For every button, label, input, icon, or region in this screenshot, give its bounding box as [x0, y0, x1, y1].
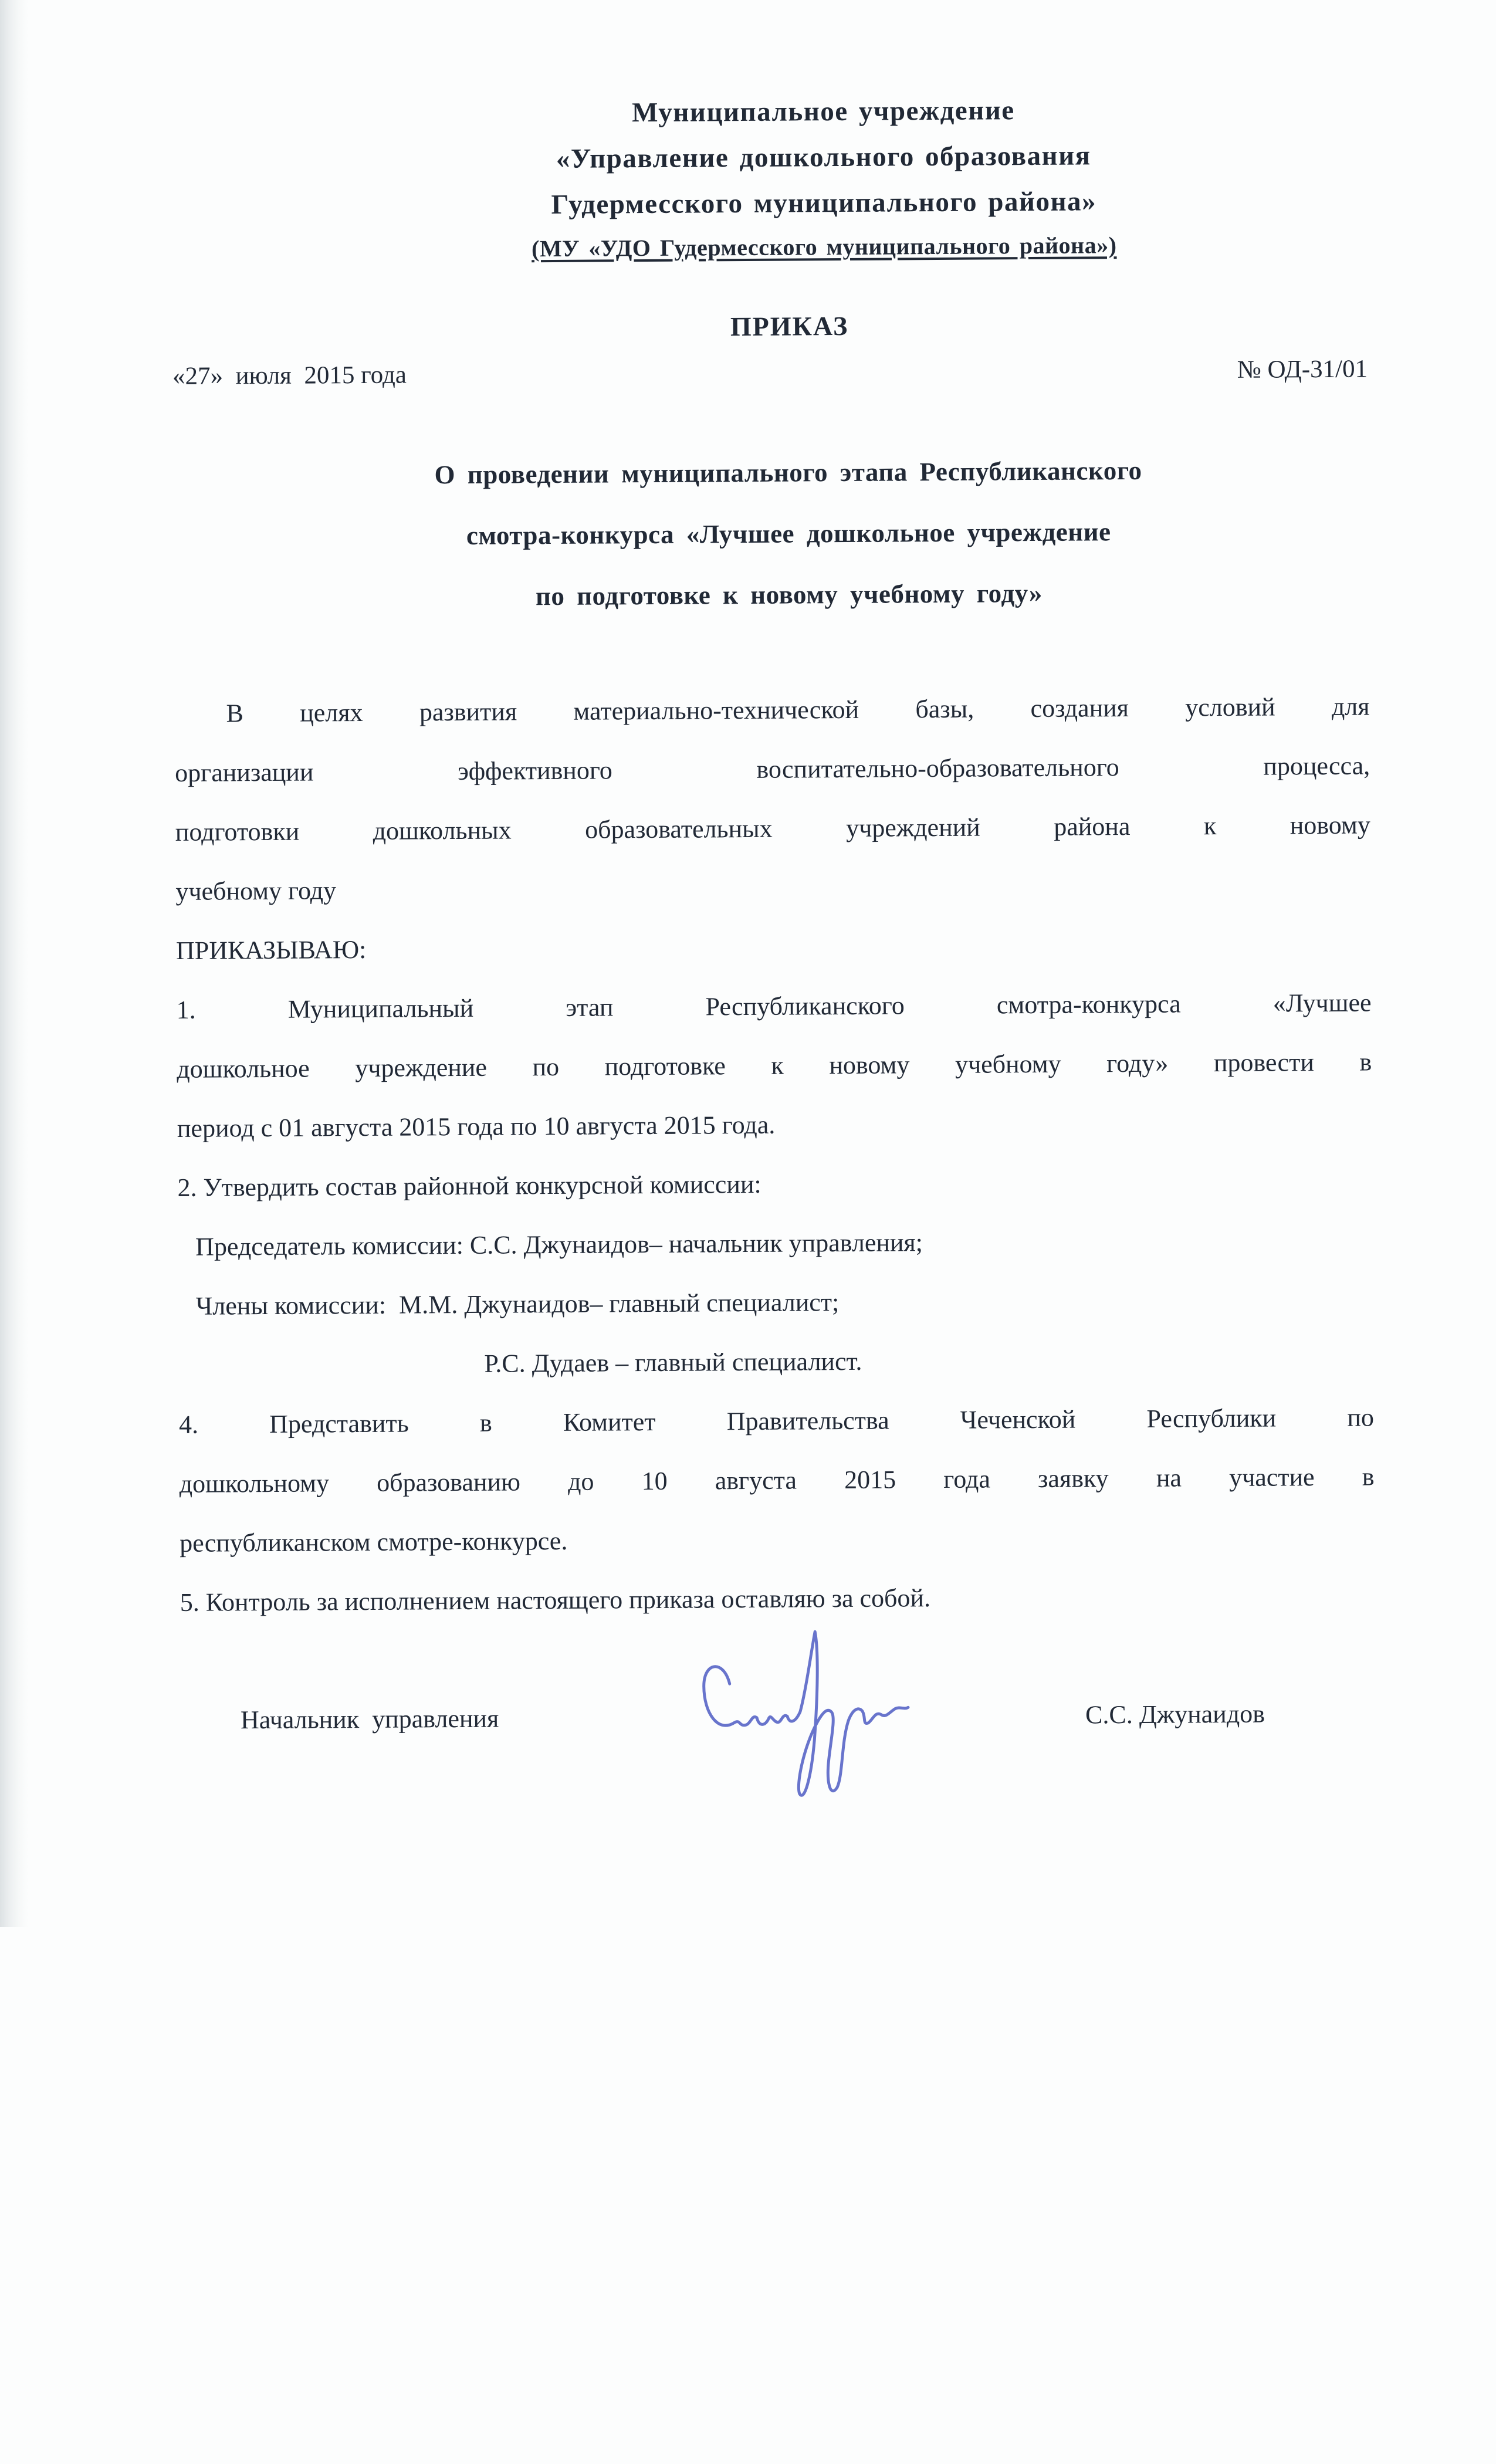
item-2: 2. Утвердить состав районной конкурсной комиссии:	[177, 1169, 761, 1202]
item-5: 5. Контроль за исполнением настоящего приказа оставляю за собой.	[180, 1583, 931, 1617]
subject-line-2: смотра-конкурса «Лучшее дошкольное учреждение	[466, 517, 1111, 550]
item-4-line: республиканском смотре-конкурсе.	[180, 1526, 568, 1558]
commission-member-2: Р.С. Дудаев – главный специалист.	[484, 1346, 862, 1378]
command-word: ПРИКАЗЫВАЮ:	[175, 935, 367, 965]
intro-line: учебному году	[175, 876, 337, 906]
order-body	[174, 677, 1375, 1632]
intro-line: В целях развития материально-технической базы, создания условий для	[226, 692, 1370, 728]
intro-line: подготовки дошкольных образовательных учреждений района к новому	[175, 810, 1370, 847]
signature-block	[3, 1683, 1496, 1886]
order-subject	[173, 438, 1404, 629]
intro-line: организации эффективного воспитательно-образовательного процесса,	[175, 751, 1370, 787]
institution-abbreviation: (МУ «УДО Гудермесского муниципального района»)	[531, 232, 1117, 262]
signature-stroke	[703, 1631, 909, 1796]
subject-line-1: О проведении муниципального этапа Республиканского	[434, 455, 1142, 490]
letterhead	[157, 84, 1490, 272]
commission-member-1: Члены комиссии: М.М. Джунаидов– главный специалист;	[195, 1288, 840, 1321]
signer-name: С.С. Джунаидов	[1085, 1699, 1265, 1729]
signature-icon	[692, 1624, 916, 1819]
subject-line-3: по подготовке к новому учебному году»	[535, 578, 1043, 611]
date-number-row	[172, 352, 1368, 394]
item-4-line: дошкольному образованию до 10 августа 2015 года заявку на участие в	[179, 1462, 1375, 1498]
institution-name-line-1: Муниципальное учреждение	[631, 95, 1015, 128]
document-title: ПРИКАЗ	[730, 310, 849, 342]
commission-chairman: Председатель комиссии: С.С. Джунаидов– начальник управления;	[195, 1228, 923, 1261]
order-date: «27» июля 2015 года	[172, 361, 407, 390]
institution-name-line-2: «Управление дошкольного образования	[556, 140, 1091, 174]
signer-position: Начальник управления	[240, 1704, 499, 1735]
institution-name-line-3: Гудермесского муниципального района»	[551, 186, 1097, 221]
item-1-line: период с 01 августа 2015 года по 10 августа 2015 года.	[177, 1110, 776, 1143]
item-1-line: дошкольное учреждение по подготовке к новому учебному году» провести в	[177, 1047, 1372, 1084]
item-1-line: 1. Муниципальный этап Республиканского смотра-конкурса «Лучшее	[176, 988, 1372, 1024]
item-4-line: 4. Представить в Комитет Правительства Чеченской Республики по	[178, 1403, 1375, 1439]
order-number: № ОД-31/01	[1237, 355, 1368, 384]
